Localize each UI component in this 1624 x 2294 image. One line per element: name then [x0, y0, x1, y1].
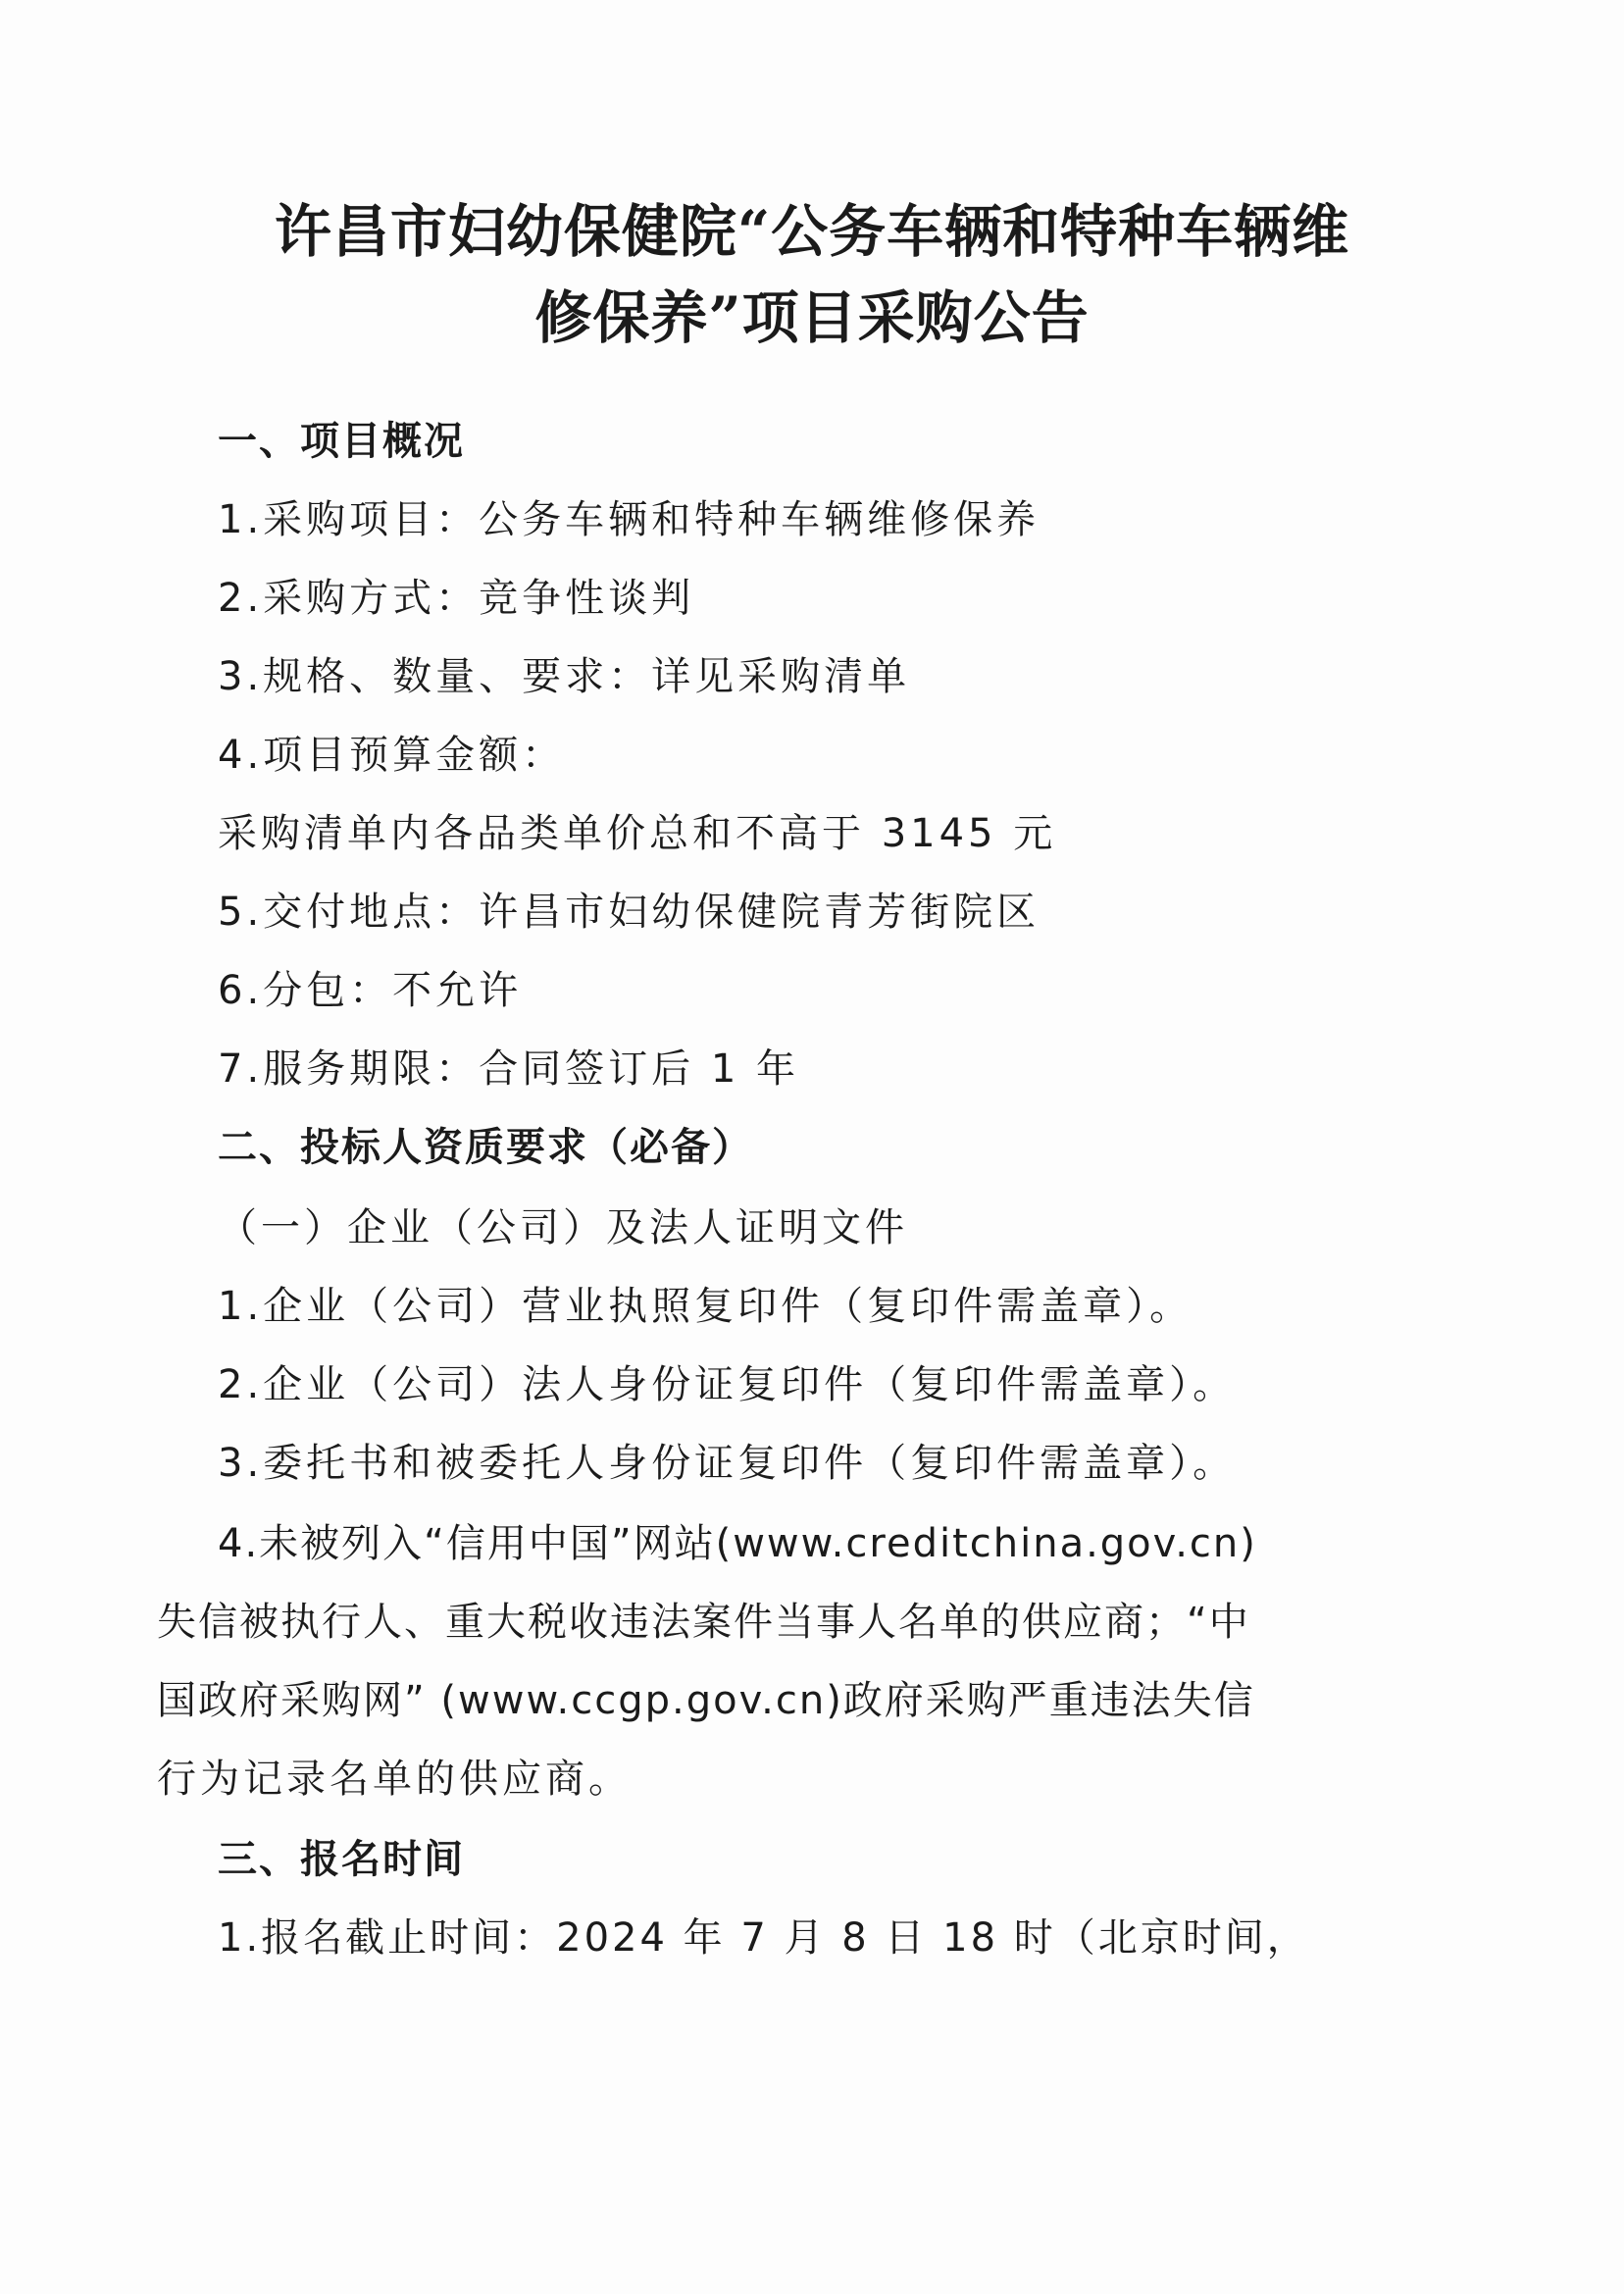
- section-2-item-3: 3.委托书和被委托人身份证复印件（复印件需盖章）。: [218, 1441, 1237, 1486]
- section-2-item-4-line-2: 失信被执行人、重大税收违法案件当事人名单的供应商；“中: [157, 1600, 1250, 1645]
- section-2-item-1: 1.企业（公司）营业执照复印件（复印件需盖章）。: [218, 1284, 1193, 1329]
- section-1-item-6: 6.分包：不允许: [218, 968, 523, 1013]
- section-2-heading: 二、投标人资质要求（必备）: [218, 1125, 753, 1170]
- section-2-item-4-line-1: 4.未被列入“信用中国”网站(www.creditchina.gov.cn): [218, 1521, 1257, 1566]
- section-3-item-1: 1.报名截止时间：2024 年 7 月 8 日 18 时（北京时间，: [218, 1915, 1309, 1961]
- section-2-sub-heading: （一）企业（公司）及法人证明文件: [218, 1205, 908, 1250]
- section-1-item-1: 1.采购项目：公务车辆和特种车辆维修保养: [218, 497, 1040, 542]
- section-1-item-7: 7.服务期限：合同签订后 1 年: [218, 1046, 800, 1092]
- section-1-item-4: 4.项目预算金额：: [218, 733, 566, 778]
- section-1-heading: 一、项目概况: [218, 419, 465, 464]
- document-title-line-2: 修保养”项目采购公告: [534, 284, 1090, 351]
- section-2-item-4-line-4: 行为记录名单的供应商。: [157, 1757, 632, 1802]
- section-1-item-5: 5.交付地点：许昌市妇幼保健院青芳街院区: [218, 890, 1040, 935]
- section-3-heading: 三、报名时间: [218, 1837, 465, 1882]
- section-1-item-4-detail: 采购清单内各品类单价总和不高于 3145 元: [218, 811, 1057, 856]
- document-title-line-1: 许昌市妇幼保健院“公务车辆和特种车辆维: [274, 198, 1350, 265]
- section-1-item-2: 2.采购方式：竞争性谈判: [218, 576, 695, 621]
- section-2-item-4-line-3: 国政府采购网” (www.ccgp.gov.cn)政府采购严重违法失信: [157, 1678, 1255, 1723]
- section-1-item-3: 3.规格、数量、要求：详见采购清单: [218, 654, 911, 699]
- section-2-item-2: 2.企业（公司）法人身份证复印件（复印件需盖章）。: [218, 1362, 1237, 1407]
